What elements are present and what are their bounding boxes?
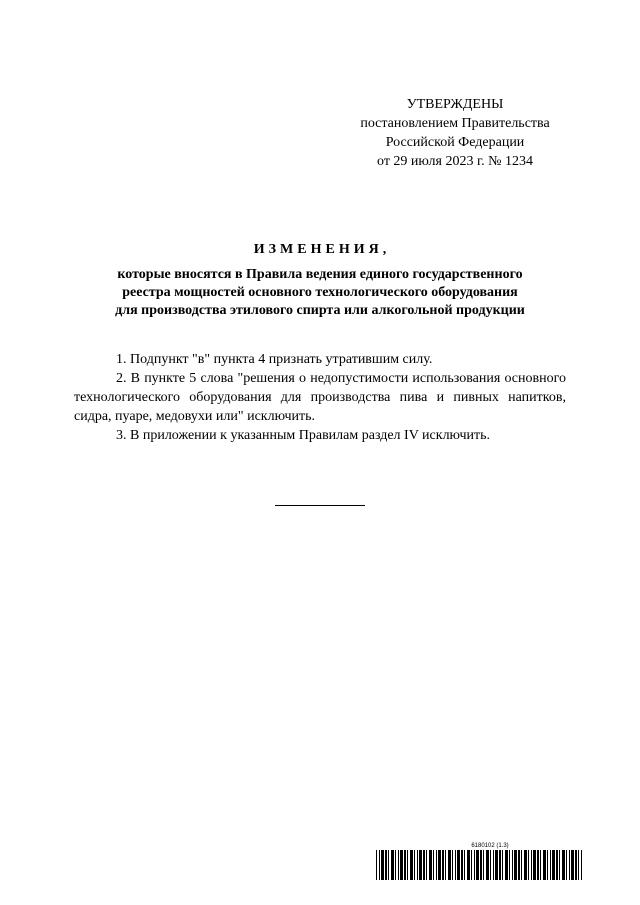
barcode-icon [376,850,582,880]
approval-date: от 29 июля 2023 г. № 1234 [377,154,533,169]
approval-line: Российской Федерации [385,135,525,150]
title-word: ИЗМЕНЕНИЯ [253,242,383,257]
paragraph-3: 3. В приложении к указанным Правилам раздел IV исключить. [116,428,491,443]
approval-line: постановлением Правительства [360,116,550,131]
subtitle-line: которые вносятся в Правила ведения единого государственного [117,267,523,282]
barcode-label: 6180102 (1.3) [471,843,509,849]
approval-block [330,95,580,171]
document-title [0,242,640,258]
document-body [74,350,566,445]
paragraph-2: 2. В пункте 5 слова "решения о недопустимости использования основного технологического оборудования для производства пива и пивных напитков, сидра, пуаре, медовухи или" исключить. [74,371,566,424]
title-comma: , [382,242,387,257]
paragraph-1: 1. Подпункт "в" пункта 4 признать утратившим силу. [116,352,433,367]
subtitle-line: реестра мощностей основного технологического оборудования [122,285,518,300]
document-subtitle [70,266,570,320]
subtitle-line: для производства этилового спирта или алкогольной продукции [115,303,525,318]
end-divider [275,505,365,506]
approval-heading: УТВЕРЖДЕНЫ [406,97,504,112]
